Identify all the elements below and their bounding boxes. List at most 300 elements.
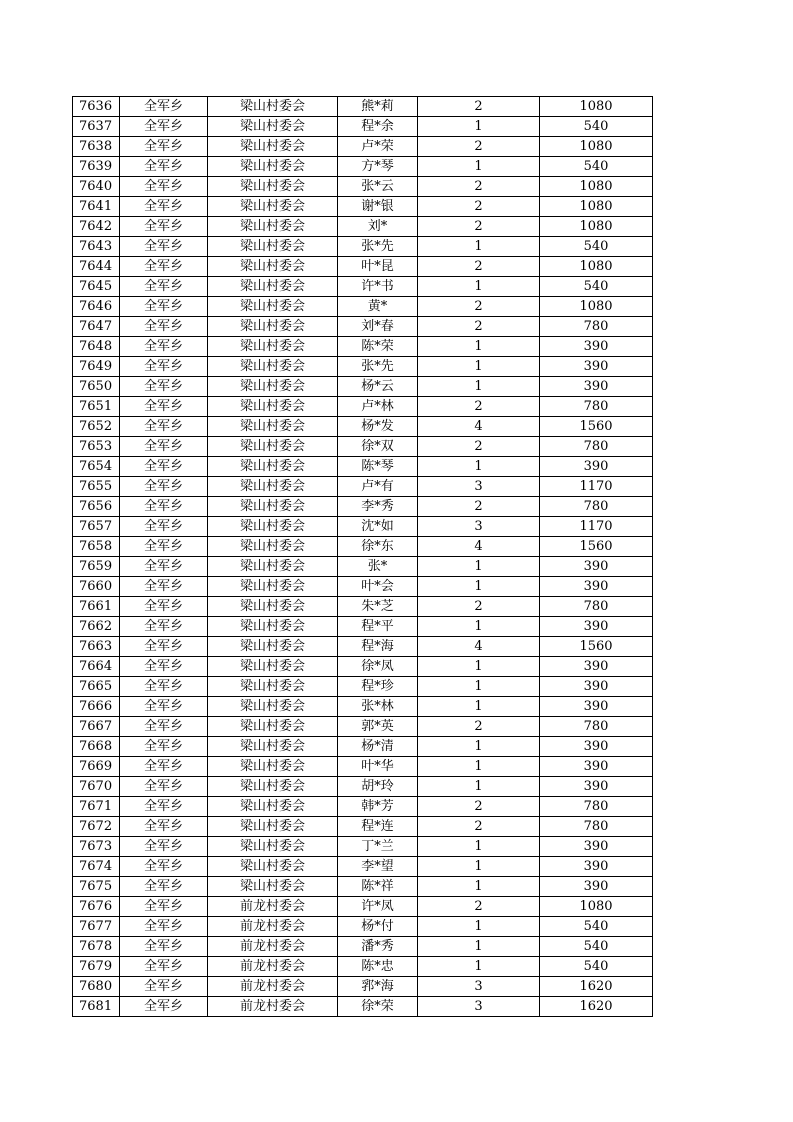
record-id-cell: 7649 xyxy=(73,357,120,377)
amount-cell: 780 xyxy=(540,597,653,617)
household-size-cell: 2 xyxy=(418,897,540,917)
table-row xyxy=(73,437,653,457)
household-size-cell: 1 xyxy=(418,377,540,397)
village-committee-cell: 梁山村委会 xyxy=(208,837,338,857)
record-id-cell: 7644 xyxy=(73,257,120,277)
record-id-cell: 7675 xyxy=(73,877,120,897)
village-committee-cell: 梁山村委会 xyxy=(208,397,338,417)
household-size-cell: 1 xyxy=(418,697,540,717)
household-size-cell: 2 xyxy=(418,217,540,237)
amount-cell: 1170 xyxy=(540,477,653,497)
name-cell: 徐*凤 xyxy=(338,657,418,677)
name-cell: 张*云 xyxy=(338,177,418,197)
name-cell: 卢*荣 xyxy=(338,137,418,157)
household-size-cell: 1 xyxy=(418,577,540,597)
record-id-cell: 7653 xyxy=(73,437,120,457)
table-row xyxy=(73,697,653,717)
record-id-cell: 7639 xyxy=(73,157,120,177)
household-size-cell: 2 xyxy=(418,97,540,117)
name-cell: 叶*华 xyxy=(338,757,418,777)
record-id-cell: 7667 xyxy=(73,717,120,737)
village-committee-cell: 梁山村委会 xyxy=(208,337,338,357)
amount-cell: 390 xyxy=(540,657,653,677)
village-committee-cell: 梁山村委会 xyxy=(208,177,338,197)
record-id-cell: 7669 xyxy=(73,757,120,777)
village-committee-cell: 梁山村委会 xyxy=(208,437,338,457)
township-cell: 全军乡 xyxy=(120,517,208,537)
household-size-cell: 4 xyxy=(418,537,540,557)
township-cell: 全军乡 xyxy=(120,257,208,277)
village-committee-cell: 梁山村委会 xyxy=(208,657,338,677)
amount-cell: 390 xyxy=(540,577,653,597)
table-row xyxy=(73,817,653,837)
township-cell: 全军乡 xyxy=(120,97,208,117)
table-row xyxy=(73,857,653,877)
township-cell: 全军乡 xyxy=(120,717,208,737)
township-cell: 全军乡 xyxy=(120,397,208,417)
township-cell: 全军乡 xyxy=(120,857,208,877)
township-cell: 全军乡 xyxy=(120,977,208,997)
household-size-cell: 2 xyxy=(418,257,540,277)
name-cell: 沈*如 xyxy=(338,517,418,537)
amount-cell: 1620 xyxy=(540,997,653,1017)
township-cell: 全军乡 xyxy=(120,637,208,657)
amount-cell: 390 xyxy=(540,617,653,637)
record-id-cell: 7680 xyxy=(73,977,120,997)
village-committee-cell: 前龙村委会 xyxy=(208,897,338,917)
household-size-cell: 1 xyxy=(418,157,540,177)
table-row xyxy=(73,537,653,557)
amount-cell: 1560 xyxy=(540,417,653,437)
village-committee-cell: 梁山村委会 xyxy=(208,737,338,757)
village-committee-cell: 梁山村委会 xyxy=(208,277,338,297)
record-id-cell: 7678 xyxy=(73,937,120,957)
record-id-cell: 7643 xyxy=(73,237,120,257)
village-committee-cell: 梁山村委会 xyxy=(208,377,338,397)
record-id-cell: 7638 xyxy=(73,137,120,157)
table-row xyxy=(73,517,653,537)
name-cell: 程*连 xyxy=(338,817,418,837)
household-size-cell: 1 xyxy=(418,937,540,957)
village-committee-cell: 梁山村委会 xyxy=(208,717,338,737)
amount-cell: 780 xyxy=(540,317,653,337)
record-id-cell: 7662 xyxy=(73,617,120,637)
table-row xyxy=(73,237,653,257)
household-size-cell: 1 xyxy=(418,237,540,257)
household-size-cell: 2 xyxy=(418,597,540,617)
household-size-cell: 1 xyxy=(418,777,540,797)
village-committee-cell: 前龙村委会 xyxy=(208,917,338,937)
record-id-cell: 7671 xyxy=(73,797,120,817)
township-cell: 全军乡 xyxy=(120,337,208,357)
amount-cell: 390 xyxy=(540,757,653,777)
table-row xyxy=(73,677,653,697)
household-size-cell: 2 xyxy=(418,177,540,197)
table-row xyxy=(73,137,653,157)
village-committee-cell: 梁山村委会 xyxy=(208,537,338,557)
village-committee-cell: 梁山村委会 xyxy=(208,457,338,477)
township-cell: 全军乡 xyxy=(120,757,208,777)
name-cell: 郭*英 xyxy=(338,717,418,737)
village-committee-cell: 梁山村委会 xyxy=(208,557,338,577)
household-size-cell: 1 xyxy=(418,357,540,377)
name-cell: 卢*林 xyxy=(338,397,418,417)
household-size-cell: 3 xyxy=(418,977,540,997)
table-row xyxy=(73,257,653,277)
village-committee-cell: 梁山村委会 xyxy=(208,597,338,617)
amount-cell: 540 xyxy=(540,157,653,177)
name-cell: 潘*秀 xyxy=(338,937,418,957)
record-id-cell: 7654 xyxy=(73,457,120,477)
record-id-cell: 7645 xyxy=(73,277,120,297)
record-id-cell: 7672 xyxy=(73,817,120,837)
amount-cell: 780 xyxy=(540,717,653,737)
village-committee-cell: 梁山村委会 xyxy=(208,237,338,257)
record-id-cell: 7673 xyxy=(73,837,120,857)
household-size-cell: 2 xyxy=(418,497,540,517)
name-cell: 丁*兰 xyxy=(338,837,418,857)
record-id-cell: 7658 xyxy=(73,537,120,557)
name-cell: 陈*荣 xyxy=(338,337,418,357)
village-committee-cell: 梁山村委会 xyxy=(208,477,338,497)
name-cell: 程*珍 xyxy=(338,677,418,697)
village-committee-cell: 梁山村委会 xyxy=(208,257,338,277)
name-cell: 陈*琴 xyxy=(338,457,418,477)
amount-cell: 390 xyxy=(540,857,653,877)
household-size-cell: 1 xyxy=(418,957,540,977)
name-cell: 韩*芳 xyxy=(338,797,418,817)
amount-cell: 540 xyxy=(540,957,653,977)
township-cell: 全军乡 xyxy=(120,777,208,797)
amount-cell: 540 xyxy=(540,237,653,257)
table-row xyxy=(73,377,653,397)
record-id-cell: 7640 xyxy=(73,177,120,197)
village-committee-cell: 梁山村委会 xyxy=(208,317,338,337)
record-id-cell: 7636 xyxy=(73,97,120,117)
record-id-cell: 7677 xyxy=(73,917,120,937)
township-cell: 全军乡 xyxy=(120,377,208,397)
amount-cell: 390 xyxy=(540,457,653,477)
township-cell: 全军乡 xyxy=(120,237,208,257)
subsidy-table-container xyxy=(72,96,653,1017)
table-row xyxy=(73,457,653,477)
amount-cell: 1080 xyxy=(540,197,653,217)
record-id-cell: 7637 xyxy=(73,117,120,137)
subsidy-table xyxy=(72,96,653,1017)
name-cell: 黄* xyxy=(338,297,418,317)
name-cell: 徐*荣 xyxy=(338,997,418,1017)
household-size-cell: 2 xyxy=(418,197,540,217)
township-cell: 全军乡 xyxy=(120,457,208,477)
amount-cell: 540 xyxy=(540,917,653,937)
record-id-cell: 7651 xyxy=(73,397,120,417)
table-row xyxy=(73,837,653,857)
village-committee-cell: 梁山村委会 xyxy=(208,617,338,637)
table-row xyxy=(73,557,653,577)
township-cell: 全军乡 xyxy=(120,197,208,217)
record-id-cell: 7681 xyxy=(73,997,120,1017)
name-cell: 杨*发 xyxy=(338,417,418,437)
amount-cell: 390 xyxy=(540,877,653,897)
table-row xyxy=(73,797,653,817)
village-committee-cell: 梁山村委会 xyxy=(208,297,338,317)
name-cell: 叶*会 xyxy=(338,577,418,597)
amount-cell: 780 xyxy=(540,817,653,837)
village-committee-cell: 梁山村委会 xyxy=(208,157,338,177)
township-cell: 全军乡 xyxy=(120,497,208,517)
household-size-cell: 1 xyxy=(418,657,540,677)
record-id-cell: 7652 xyxy=(73,417,120,437)
township-cell: 全军乡 xyxy=(120,697,208,717)
amount-cell: 1080 xyxy=(540,217,653,237)
amount-cell: 780 xyxy=(540,497,653,517)
household-size-cell: 1 xyxy=(418,117,540,137)
village-committee-cell: 前龙村委会 xyxy=(208,937,338,957)
table-row xyxy=(73,877,653,897)
table-row xyxy=(73,277,653,297)
township-cell: 全军乡 xyxy=(120,297,208,317)
name-cell: 李*秀 xyxy=(338,497,418,517)
record-id-cell: 7650 xyxy=(73,377,120,397)
record-id-cell: 7676 xyxy=(73,897,120,917)
name-cell: 张*先 xyxy=(338,237,418,257)
record-id-cell: 7655 xyxy=(73,477,120,497)
table-row xyxy=(73,197,653,217)
record-id-cell: 7660 xyxy=(73,577,120,597)
name-cell: 胡*玲 xyxy=(338,777,418,797)
township-cell: 全军乡 xyxy=(120,177,208,197)
name-cell: 程*平 xyxy=(338,617,418,637)
township-cell: 全军乡 xyxy=(120,597,208,617)
household-size-cell: 1 xyxy=(418,757,540,777)
household-size-cell: 4 xyxy=(418,637,540,657)
name-cell: 程*余 xyxy=(338,117,418,137)
table-row xyxy=(73,637,653,657)
record-id-cell: 7664 xyxy=(73,657,120,677)
township-cell: 全军乡 xyxy=(120,417,208,437)
village-committee-cell: 前龙村委会 xyxy=(208,997,338,1017)
amount-cell: 1080 xyxy=(540,177,653,197)
name-cell: 徐*东 xyxy=(338,537,418,557)
name-cell: 朱*芝 xyxy=(338,597,418,617)
village-committee-cell: 前龙村委会 xyxy=(208,977,338,997)
amount-cell: 1080 xyxy=(540,897,653,917)
table-row xyxy=(73,117,653,137)
township-cell: 全军乡 xyxy=(120,917,208,937)
household-size-cell: 1 xyxy=(418,737,540,757)
record-id-cell: 7642 xyxy=(73,217,120,237)
name-cell: 张*林 xyxy=(338,697,418,717)
table-row xyxy=(73,777,653,797)
township-cell: 全军乡 xyxy=(120,797,208,817)
township-cell: 全军乡 xyxy=(120,577,208,597)
record-id-cell: 7647 xyxy=(73,317,120,337)
name-cell: 谢*银 xyxy=(338,197,418,217)
record-id-cell: 7646 xyxy=(73,297,120,317)
village-committee-cell: 梁山村委会 xyxy=(208,677,338,697)
table-body xyxy=(73,97,653,1017)
name-cell: 熊*莉 xyxy=(338,97,418,117)
amount-cell: 390 xyxy=(540,557,653,577)
name-cell: 张* xyxy=(338,557,418,577)
table-row xyxy=(73,297,653,317)
village-committee-cell: 梁山村委会 xyxy=(208,417,338,437)
amount-cell: 390 xyxy=(540,737,653,757)
name-cell: 刘* xyxy=(338,217,418,237)
township-cell: 全军乡 xyxy=(120,677,208,697)
village-committee-cell: 梁山村委会 xyxy=(208,797,338,817)
amount-cell: 390 xyxy=(540,837,653,857)
township-cell: 全军乡 xyxy=(120,957,208,977)
township-cell: 全军乡 xyxy=(120,737,208,757)
record-id-cell: 7670 xyxy=(73,777,120,797)
record-id-cell: 7666 xyxy=(73,697,120,717)
village-committee-cell: 梁山村委会 xyxy=(208,517,338,537)
table-row xyxy=(73,397,653,417)
record-id-cell: 7657 xyxy=(73,517,120,537)
household-size-cell: 3 xyxy=(418,997,540,1017)
village-committee-cell: 梁山村委会 xyxy=(208,497,338,517)
table-row xyxy=(73,897,653,917)
township-cell: 全军乡 xyxy=(120,817,208,837)
household-size-cell: 2 xyxy=(418,817,540,837)
township-cell: 全军乡 xyxy=(120,437,208,457)
name-cell: 杨*付 xyxy=(338,917,418,937)
township-cell: 全军乡 xyxy=(120,997,208,1017)
township-cell: 全军乡 xyxy=(120,357,208,377)
record-id-cell: 7656 xyxy=(73,497,120,517)
village-committee-cell: 梁山村委会 xyxy=(208,777,338,797)
table-row xyxy=(73,997,653,1017)
household-size-cell: 1 xyxy=(418,277,540,297)
name-cell: 叶*昆 xyxy=(338,257,418,277)
amount-cell: 780 xyxy=(540,437,653,457)
village-committee-cell: 梁山村委会 xyxy=(208,577,338,597)
household-size-cell: 2 xyxy=(418,397,540,417)
amount-cell: 1170 xyxy=(540,517,653,537)
amount-cell: 1080 xyxy=(540,297,653,317)
township-cell: 全军乡 xyxy=(120,897,208,917)
amount-cell: 780 xyxy=(540,397,653,417)
household-size-cell: 2 xyxy=(418,717,540,737)
township-cell: 全军乡 xyxy=(120,277,208,297)
household-size-cell: 1 xyxy=(418,457,540,477)
table-row xyxy=(73,617,653,637)
amount-cell: 1560 xyxy=(540,537,653,557)
amount-cell: 540 xyxy=(540,277,653,297)
household-size-cell: 3 xyxy=(418,517,540,537)
village-committee-cell: 梁山村委会 xyxy=(208,217,338,237)
household-size-cell: 1 xyxy=(418,837,540,857)
record-id-cell: 7668 xyxy=(73,737,120,757)
name-cell: 刘*春 xyxy=(338,317,418,337)
township-cell: 全军乡 xyxy=(120,117,208,137)
township-cell: 全军乡 xyxy=(120,937,208,957)
village-committee-cell: 梁山村委会 xyxy=(208,817,338,837)
amount-cell: 1080 xyxy=(540,97,653,117)
township-cell: 全军乡 xyxy=(120,317,208,337)
table-row xyxy=(73,597,653,617)
amount-cell: 540 xyxy=(540,937,653,957)
name-cell: 程*海 xyxy=(338,637,418,657)
record-id-cell: 7679 xyxy=(73,957,120,977)
table-row xyxy=(73,317,653,337)
household-size-cell: 1 xyxy=(418,877,540,897)
name-cell: 张*先 xyxy=(338,357,418,377)
table-row xyxy=(73,657,653,677)
table-row xyxy=(73,757,653,777)
table-row xyxy=(73,337,653,357)
table-row xyxy=(73,737,653,757)
township-cell: 全军乡 xyxy=(120,657,208,677)
household-size-cell: 2 xyxy=(418,137,540,157)
table-row xyxy=(73,977,653,997)
township-cell: 全军乡 xyxy=(120,217,208,237)
household-size-cell: 1 xyxy=(418,857,540,877)
township-cell: 全军乡 xyxy=(120,837,208,857)
amount-cell: 390 xyxy=(540,357,653,377)
table-row xyxy=(73,417,653,437)
record-id-cell: 7665 xyxy=(73,677,120,697)
table-row xyxy=(73,577,653,597)
township-cell: 全军乡 xyxy=(120,157,208,177)
table-row xyxy=(73,157,653,177)
record-id-cell: 7661 xyxy=(73,597,120,617)
village-committee-cell: 梁山村委会 xyxy=(208,877,338,897)
amount-cell: 1620 xyxy=(540,977,653,997)
household-size-cell: 2 xyxy=(418,437,540,457)
amount-cell: 390 xyxy=(540,337,653,357)
amount-cell: 1560 xyxy=(540,637,653,657)
table-row xyxy=(73,357,653,377)
record-id-cell: 7659 xyxy=(73,557,120,577)
village-committee-cell: 梁山村委会 xyxy=(208,197,338,217)
amount-cell: 390 xyxy=(540,377,653,397)
table-row xyxy=(73,97,653,117)
household-size-cell: 1 xyxy=(418,677,540,697)
table-row xyxy=(73,937,653,957)
township-cell: 全军乡 xyxy=(120,537,208,557)
township-cell: 全军乡 xyxy=(120,137,208,157)
name-cell: 卢*有 xyxy=(338,477,418,497)
household-size-cell: 1 xyxy=(418,917,540,937)
village-committee-cell: 梁山村委会 xyxy=(208,97,338,117)
household-size-cell: 2 xyxy=(418,297,540,317)
table-row xyxy=(73,497,653,517)
village-committee-cell: 梁山村委会 xyxy=(208,757,338,777)
household-size-cell: 1 xyxy=(418,337,540,357)
village-committee-cell: 前龙村委会 xyxy=(208,957,338,977)
township-cell: 全军乡 xyxy=(120,617,208,637)
household-size-cell: 2 xyxy=(418,797,540,817)
record-id-cell: 7641 xyxy=(73,197,120,217)
name-cell: 方*琴 xyxy=(338,157,418,177)
amount-cell: 390 xyxy=(540,677,653,697)
amount-cell: 1080 xyxy=(540,137,653,157)
village-committee-cell: 梁山村委会 xyxy=(208,637,338,657)
name-cell: 杨*清 xyxy=(338,737,418,757)
village-committee-cell: 梁山村委会 xyxy=(208,137,338,157)
record-id-cell: 7674 xyxy=(73,857,120,877)
name-cell: 陈*忠 xyxy=(338,957,418,977)
name-cell: 许*凤 xyxy=(338,897,418,917)
table-row xyxy=(73,717,653,737)
village-committee-cell: 梁山村委会 xyxy=(208,697,338,717)
village-committee-cell: 梁山村委会 xyxy=(208,117,338,137)
name-cell: 杨*云 xyxy=(338,377,418,397)
township-cell: 全军乡 xyxy=(120,477,208,497)
name-cell: 郛*海 xyxy=(338,977,418,997)
